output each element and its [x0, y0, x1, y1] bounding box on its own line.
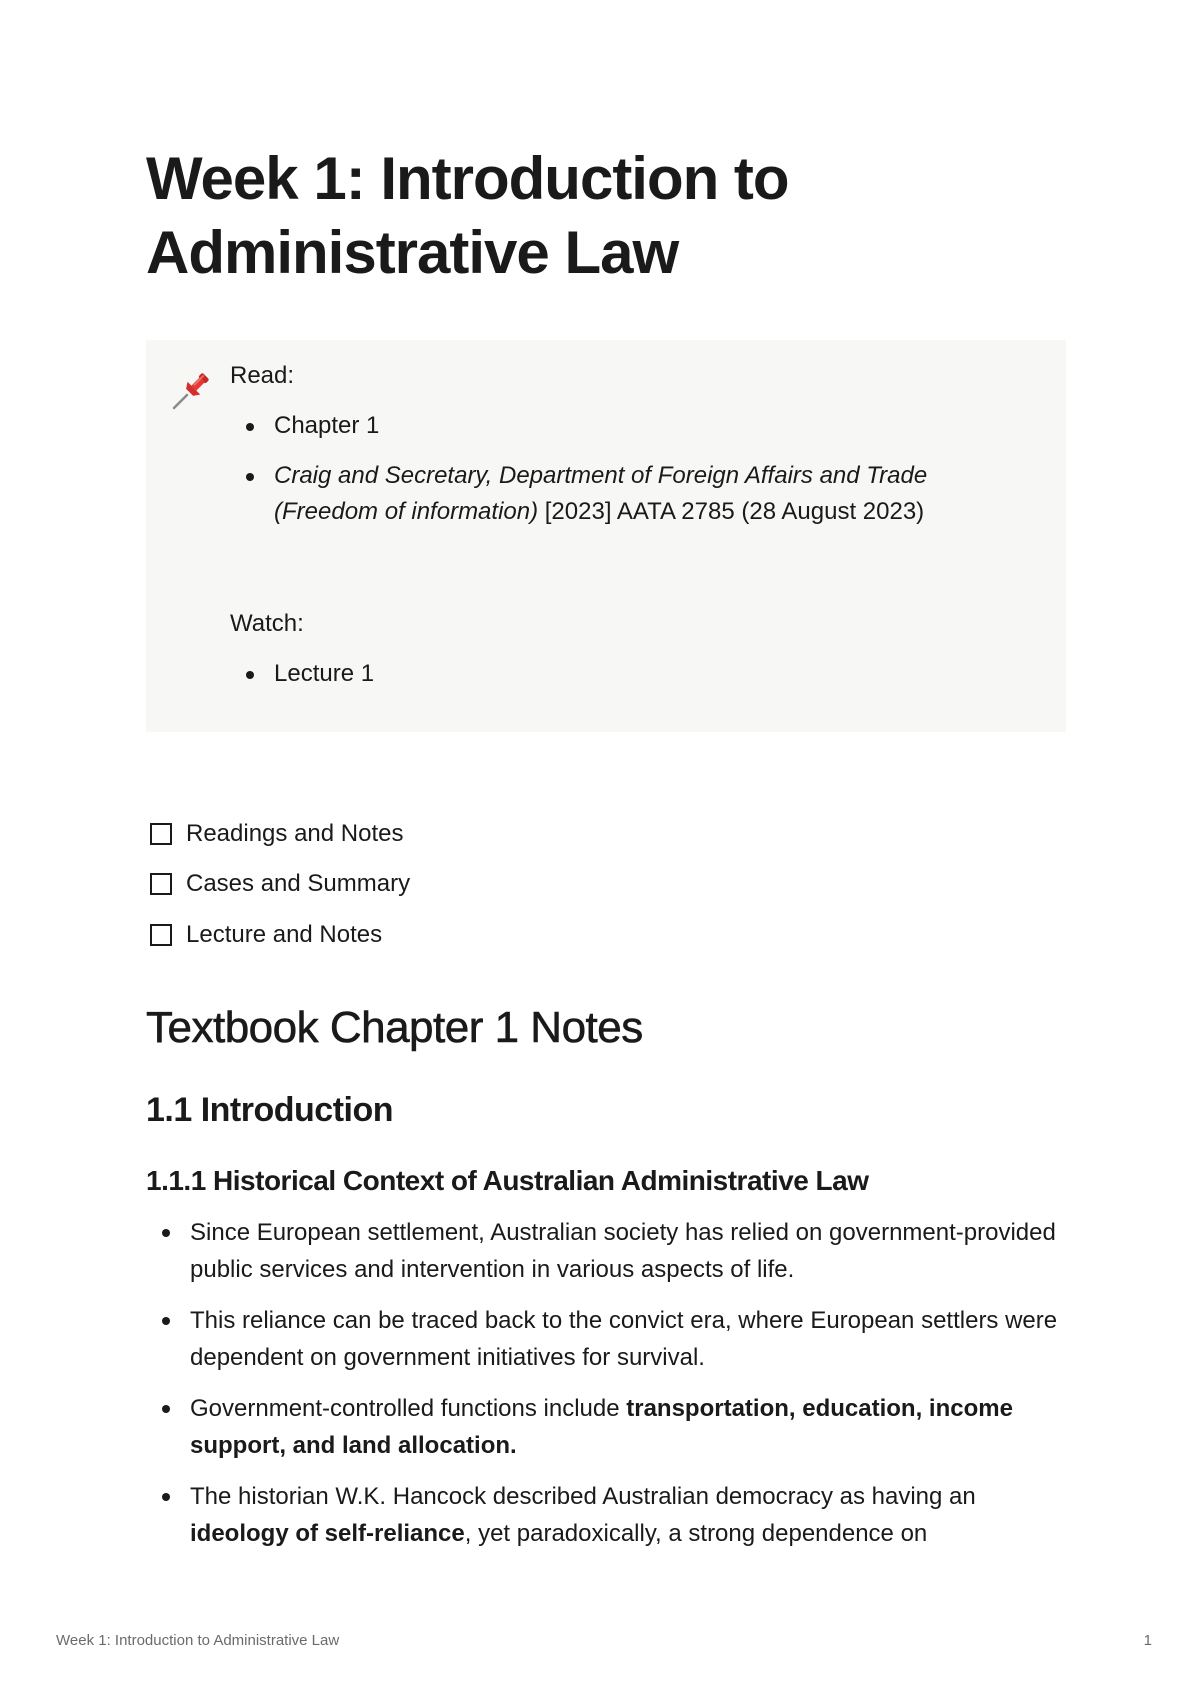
section-heading: Textbook Chapter 1 Notes: [146, 1003, 643, 1052]
subsection-heading: 1.1 Introduction: [146, 1091, 393, 1129]
list-item: The historian W.K. Hancock described Australian democracy as having an ideology of self-reliance, yet paradoxically, a strong dependence on: [146, 1478, 1066, 1552]
page-number: 1: [1143, 1632, 1152, 1649]
list-item: Lecture 1: [230, 656, 1030, 692]
list-item: Chapter 1: [230, 408, 1030, 444]
checkbox[interactable]: [150, 873, 172, 895]
list-item: This reliance can be traced back to the convict era, where European settlers were dependent on government initiatives for survival.: [146, 1302, 1066, 1376]
watch-list: [230, 656, 1030, 692]
checkbox[interactable]: [150, 924, 172, 946]
list-item: Craig and Secretary, Department of Foreign Affairs and Trade (Freedom of information) [2023] AATA 2785 (28 August 2023): [230, 458, 1030, 530]
notes-list: [146, 1214, 1066, 1566]
list-item: Since European settlement, Australian society has relied on government-provided public services and intervention in various aspects of life.: [146, 1214, 1066, 1288]
read-label: Read:: [230, 362, 295, 389]
footer-title: Week 1: Introduction to Administrative Law: [56, 1632, 340, 1649]
subsubsection-heading: 1.1.1 Historical Context of Australian Administrative Law: [146, 1165, 869, 1196]
read-list: [230, 408, 1030, 530]
list-item: Government-controlled functions include transportation, education, income support, and land allocation.: [146, 1390, 1066, 1464]
watch-label: Watch:: [230, 610, 304, 637]
todo-lecture[interactable]: Lecture and Notes: [150, 919, 382, 951]
pushpin-icon: [170, 368, 214, 412]
todo-cases[interactable]: Cases and Summary: [150, 868, 410, 900]
page-title: Week 1: Introduction to Administrative Law: [146, 145, 789, 286]
todo-readings[interactable]: Readings and Notes: [150, 818, 403, 850]
checkbox[interactable]: [150, 823, 172, 845]
callout-box: [146, 340, 1066, 732]
